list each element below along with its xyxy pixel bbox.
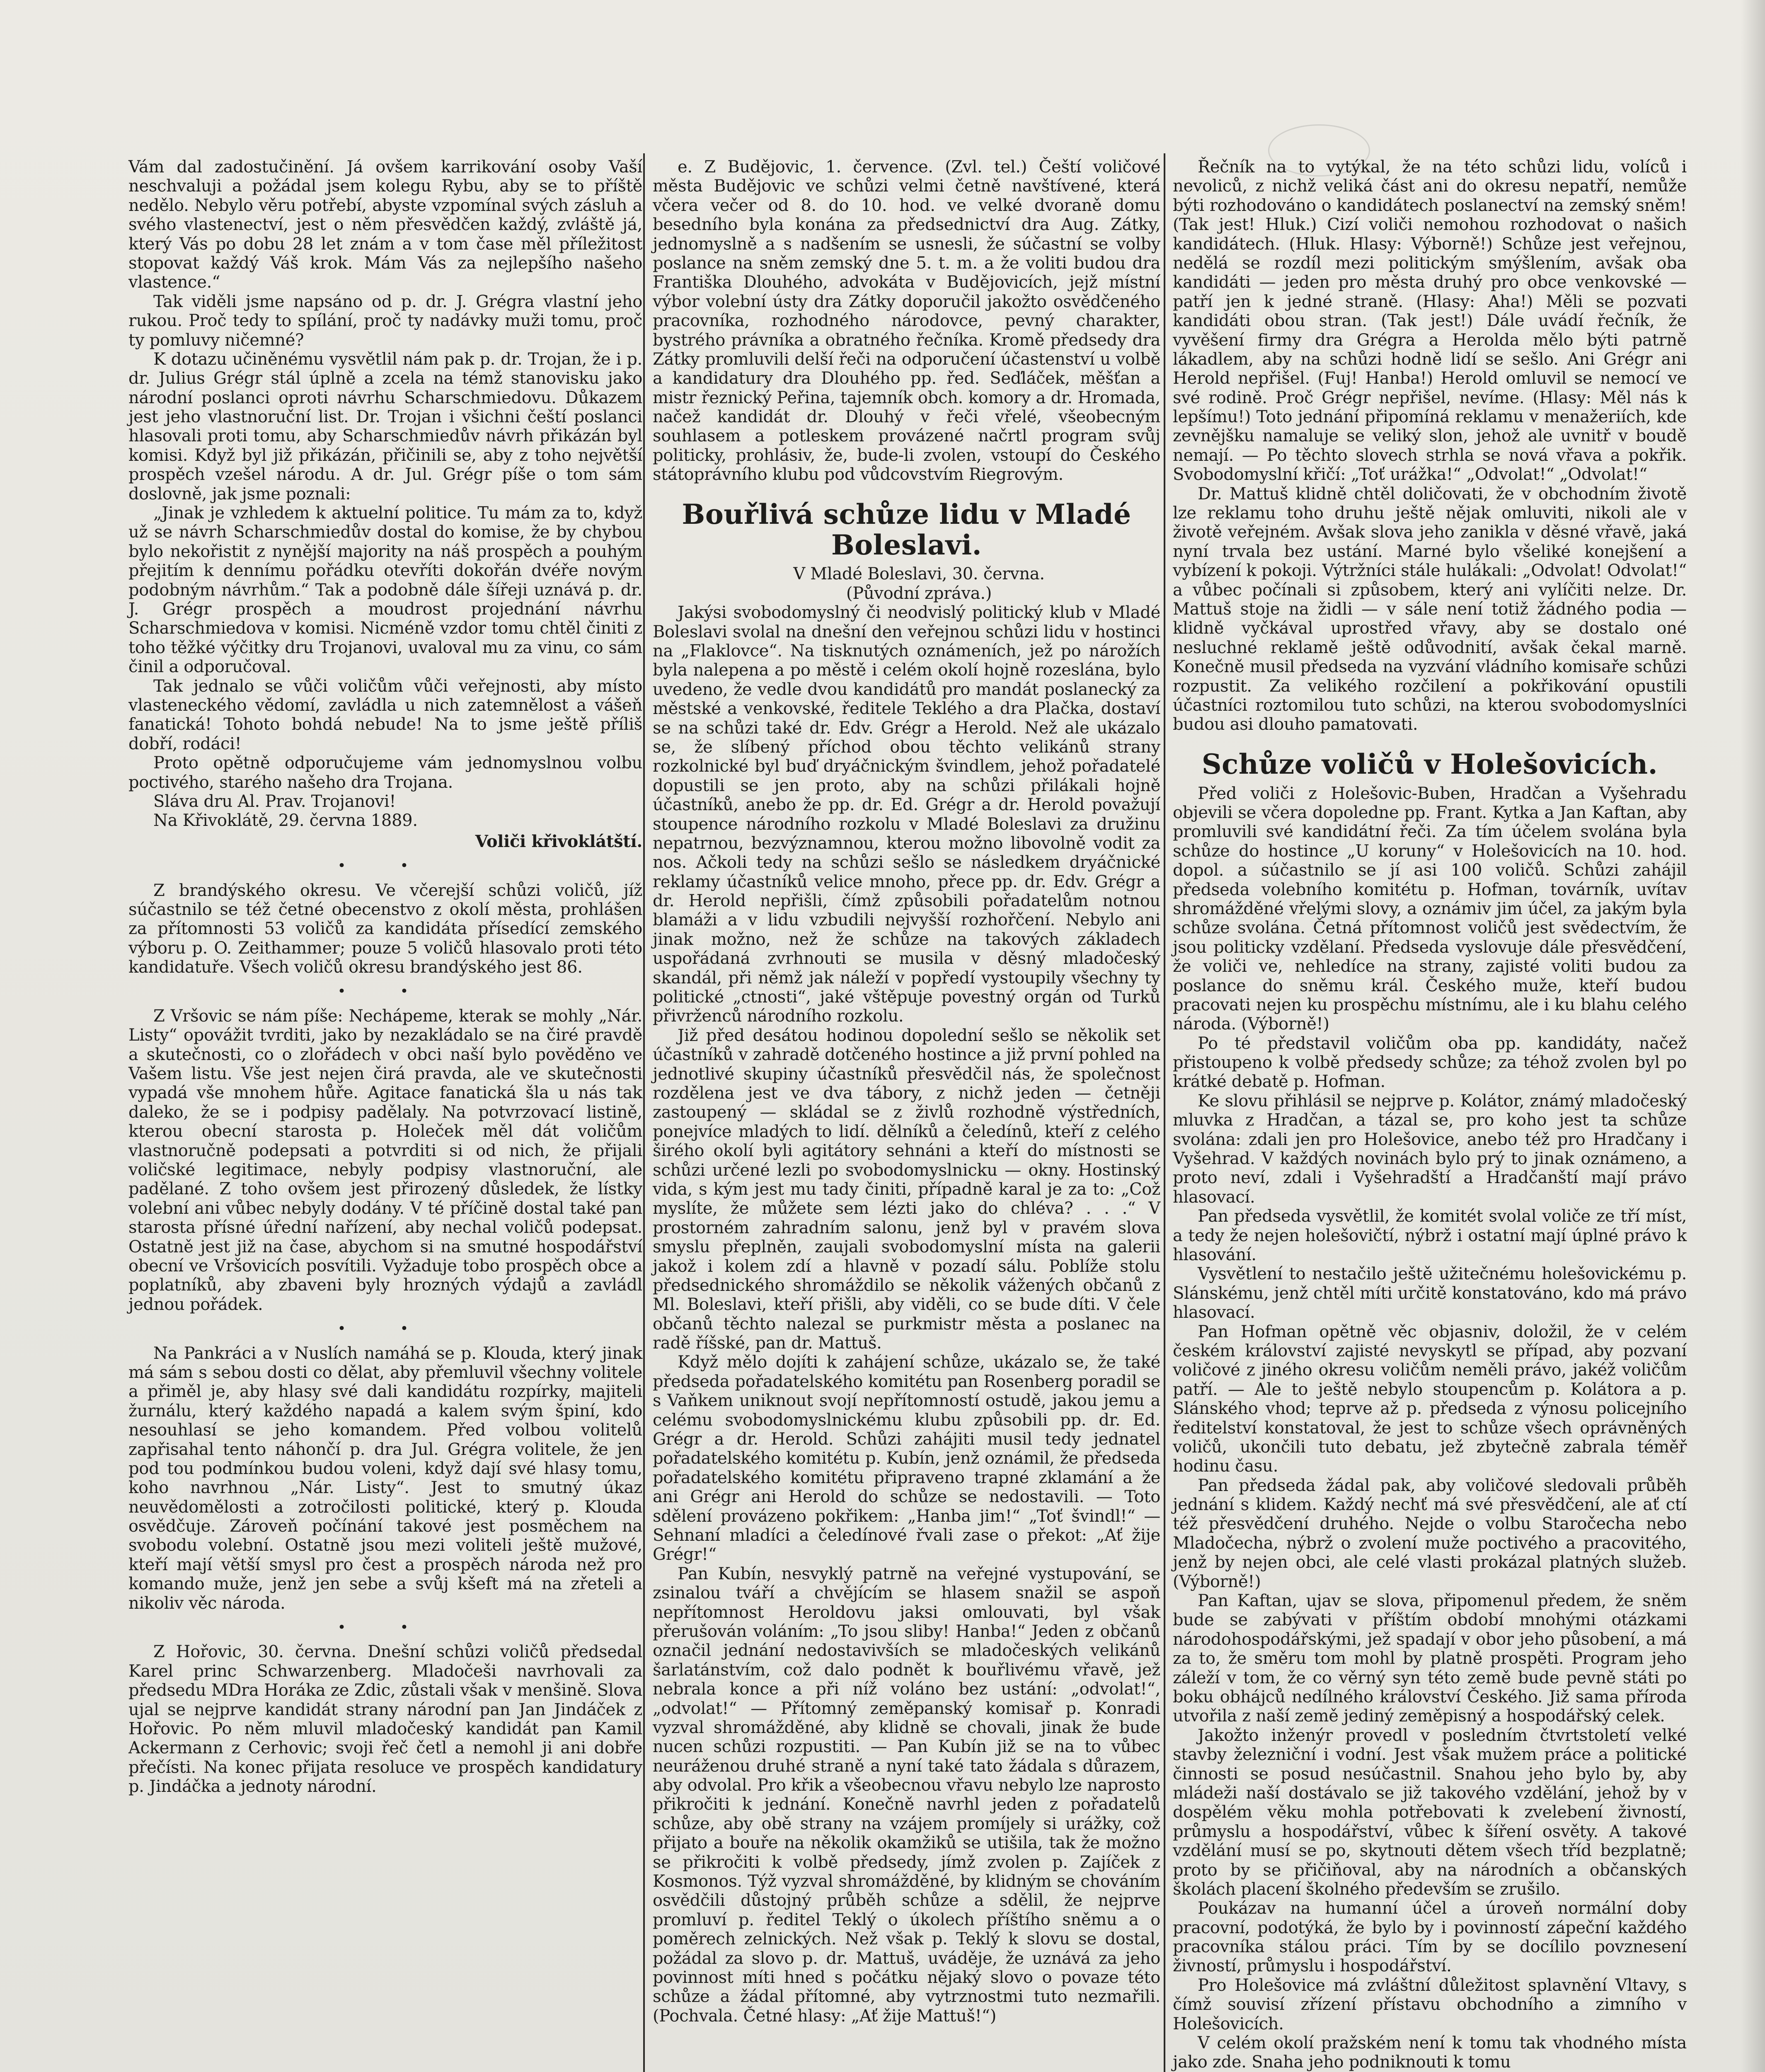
paragraph: Pan předseda žádal pak, aby voličové sledovali průběh jednání s klidem. Každý nechť má své přesvědčení, ale ať ctí též přesvědčení druhého. Nejde o volbu Staročecha nebo Mladočecha, nýbrž o zvolení muže poctivého a pracovitého, jenž by nejen obci, ale celé vlasti prokázal platných služeb. (Výborně!) — [1173, 1476, 1687, 1591]
paragraph: Pan Hofman opětně věc objasniv, doložil, že v celém českém království zajisté nevyskytl se případ, aby pozvaní voličové z jiného okresu voličům neměli právo, jakéž voličům patří. — Ale to ještě nebylo stoupencům p. Kolátora a p. Slánského vhod; teprve až p. předseda z výnosu policejního ředitelství konstatoval, že jest to schůze všech oprávněných voličů, ukončili tuto debatu, jež zbytečně zabrala téměř hodinu času. — [1173, 1322, 1687, 1476]
paragraph: Jakožto inženýr provedl v posledním čtvrtstoletí velké stavby železniční i vodní. Jest však mužem práce a politické činnosti se posud nesúčastnil. Snahou jeho bylo by, aby mládeži naší dostávalo se již takového vzdělání, jehož by v dospělém věku mohla potřebovati k zvelebení živností, průmyslu a hospodářství, vůbec k šíření osvěty. A takové vzdělání musí se po, skytnouti dětem všech tříd bezplatně; proto by se přičiňoval, aby na národních a občanských školách placení školného především se zrušilo. — [1173, 1726, 1687, 1899]
paragraph: K dotazu učiněnému vysvětlil nám pak p. dr. Trojan, že i p. dr. Julius Grégr stál úplně a zcela na témž stanovisku jako národní poslanci oproti návrhu Scharschmiedovu. Důkazem jest jeho vlastnoruční list. Dr. Trojan i všichni čeští poslanci hlasovali proti tomu, aby Scharschmiedův návrh přikázán byl komisi. Když byl již přikázán, přičinili se, aby z toho největší prospěch vzešel národu. A dr. Jul. Grégr píše o tom sám doslovně, jak jsme poznali: — [128, 349, 642, 503]
signature-line: Voliči křivoklátští. — [475, 831, 642, 851]
paragraph: Pan předseda vysvětlil, že komitét svolal voliče ze tří míst, a tedy že nejen holešovičtí, nýbrž i ostatní mají úplné právo k hlasování. — [1173, 1207, 1687, 1264]
source-note: (Původní zpráva.) — [846, 583, 992, 603]
paragraph: Jakýsi svobodomyslný či neodvislý politický klub v Mladé Boleslavi svolal na dnešní den veřejnou schůzi lidu v hostinci na „Flaklovce“. Na tisknutých oznámeních, jež po nárožích byla nalepena a po městě i celém okolí hojně rozeslána, bylo uvedeno, že vedle dvou kandidátů pro mandát poslanecký za městské a venkovské, ředitele Teklého a dra Plačka, dostaví se na schůzi také dr. Edv. Grégr a Herold. Než ale ukázalo se, že slíbený příchod obou těchto velikánů strany rozkolnické byl buď dryáčnickým švindlem, jehož pořadatelé dopustili se jen proto, aby na schůzi přilákali hojně účastníků, anebo že pp. dr. Ed. Grégr a dr. Herold považují stoupence národního rozkolu v Mladé Boleslavi za družinu nepatrnou, bezvýznamnou, kterou možno libovolně vodit za nos. Ačkoli tedy na schůzi sešlo se následkem dryáčnické reklamy účastníků velice mnoho, přece pp. dr. Edv. Grégr a dr. Herold nepřišli, čímž způsobili pořadatelům notnou blamáži a v lidu vzbudili nejvyšší rozhořčení. Nebylo ani jinak možno, než že schůze na takových základech uspořádaná zvrhnouti se musila v děsný mladočeský skandál, při němž jak náleží v popředí vystoupily všechny ty politické „ctnosti“, jaké vštěpuje povestný orgán od Turků přivrženců národního rozkolu. — [653, 603, 1160, 1026]
news-item: Na Pankráci a v Nuslích namáhá se p. Klouda, který jinak má sám s sebou dosti co dělat, aby přemluvil všechny volitele a přiměl je, aby hlasy své dali kandidátu rozpírky, majiteli žurnálu, který každého napadá a kalem svým špiní, kdo nesouhlasí se jeho komandem. Před volbou volitelů zapřisahal tento náhončí p. dra Jul. Grégra volitele, že jen pod tou podmínkou budou voleni, když dají své hlasy tomu, koho navrhnou „Nár. Listy“. Jest to smutný úkaz neuvědomělosti a zotročilosti politické, který p. Klouda osvědčuje. Zároveň počínání takové jest posměchem na svobodu volební. Ostatně jsou mezi voliteli ještě mužové, kteří mají větší smysl pro čest a prospěch národa než pro komando muže, jenž jen sebe a svůj kšeft má na zřeteli a nikoliv věc národa. — [128, 1343, 642, 1613]
paragraph: Řečník na to vytýkal, že na této schůzi lidu, volíců i nevoliců, z nichž veliká část ani do okresu nepatří, nemůže býti rozhodováno o kandidátech poslanectví na zemský sněm! (Tak jest! Hluk.) Cizí voliči nemohou rozhodovat o našich kandidátech. (Hluk. Hlasy: Výborně!) Schůze jest veřejnou, nedělá se rozdíl mezi politickým smýšlením, avšak oba kandidáti — jeden pro města druhý pro obce venkovské — patří jen k jedné straně. (Hlasy: Aha!) Měli se pozvati kandidáti obou stran. (Tak jest!) Dále uvádí řečník, že vyvěšení firmy dra Grégra a Herolda mělo býti patrně lákadlem, aby na schůzi hodně lidí se sešlo. Ani Grégr ani Herold nepřišel. (Fuj! Hanba!) Herold omluvil se nemocí ve své rodině. Proč Grégr nepřišel, nevíme. (Hlasy: Měl nás k lepšímu!) Toto jednání připomíná reklamu v menažeriích, kde zevnějšku namaluje se veliký slon, jehož ale uvnitř v boudě nemají. — Po těchto slovech strhla se nová vřava a pokřik. Svobodomyslní křičí: „Toť urážka!“ „Odvolat!“ „Odvolat!“ — [1173, 157, 1687, 484]
paragraph: Dr. Mattuš klidně chtěl doličovati, že v obchodním životě lze reklamu toho druhu ještě nějak omluviti, nikoli ale v životě veřejném. Avšak slova jeho zanikla v děsné vřavě, jaká nyní trvala bez ustání. Marné bylo všeliké konejšení a vybízení k pokoji. Výtržníci stále hulákali: „Odvolat! Odvolat!“ a vůbec počínali si způsobem, který ani vylíčiti nelze. Dr. Mattuš stoje na židli — v sále není totiž žádného podia — klidně vyčkával uprostřed vřavy, aby se dostalo oné nesluchné reklamě ještě odůvodnití, avšak čekal marně. Konečně musil předseda na vyzvání vládního komisaře schůzi rozpustit. Za velikého rozčilení a pokřikování opustili účastníci roztomilou tuto schůzi, na kterou svobodomyslníci budou asi dlouho pamatovati. — [1173, 484, 1687, 734]
paragraph: Tak viděli jsme napsáno od p. dr. J. Grégra vlastní jeho rukou. Proč tedy to spílání, proč ty nadávky muži tomu, proč ty pomluvy ničemné? — [128, 292, 642, 350]
section-divider: • • — [337, 1619, 433, 1636]
paragraph: Po té představil voličům oba pp. kandidáty, načež přistoupeno k volbě předsedy schůze; za téhož zvolen byl po krátké debatě p. Hofman. — [1173, 1034, 1687, 1092]
article-heading: Bouřlivá schůze lidu v Mladé Boleslavi. — [682, 498, 1131, 561]
paragraph: Pro Holešovice má zvláštní důležitost splavnění Vltavy, s čímž souvisí zřízení přístavu obchodního a zimního v Holešovicích. — [1173, 1975, 1687, 2033]
section-divider: • • — [337, 857, 433, 874]
paragraph: Již před desátou hodinou dopolední sešlo se několik set účastníků v zahradě dotčeného hostince a již první pohled na jednotlivé skupiny účastníků přesvědčil nás, že společnost rozdělena jest ve dva tábory, z nichž jeden — četněji zastoupený — skládal se z živlů rozhodně výstředních, ponejvíce mladých to lidí. dělníků a čeledínů, kteří z celého širého okolí byli agitátory sehnáni a kteří do místnosti se schůzi určené lezli po svobodomyslnicku — okny. Hostinský vida, s kým jest mu tady činiti, případně karal je za to: „Což myslíte, že můžete sem lézti jako do chléva? . . .“ V prostorném zahradním salonu, jenž byl v pravém slova smyslu přeplněn, zaujali svobodomyslní místa na galerii jakož i kolem zdí a hlavně v pozadí sálu. Poblíže stolu předsednického shromáždilo se několik vážených občanů z Ml. Boleslavi, kteří přišli, aby viděli, co se bude díti. V čele občanů těchto nalezal se purkmistr města a poslanec na radě říšské, pan dr. Mattuš. — [653, 1026, 1160, 1353]
section-divider: • • — [337, 983, 433, 1000]
paragraph: Ke slovu přihlásil se nejprve p. Kolátor, známý mladočeský mluvka z Hradčan, a tázal se, pro koho jest ta schůze svolána: zdali jen pro Holešovice, anebo též pro Hradčany i Vyšehrad. V každých novinách bylo prý to jinak oznámeno, a proto neví, zdali i Vyšehradští a Hradčanští mají právo hlasovací. — [1173, 1091, 1687, 1207]
dateline: V Mladé Boleslavi, 30. června. — [793, 564, 1045, 584]
column-rule — [1164, 153, 1165, 2072]
column-right — [1173, 157, 1687, 2072]
news-item: Z Hořovic, 30. června. Dnešní schůzi voličů předsedal Karel princ Schwarzenberg. Mladočeši navrhovali za předsedu MDra Horáka ze Zdic, zůstali však v menšině. Slova ujal se nejprve kandidát strany národní pan Jan Jindáček z Hořovic. Po něm mluvil mladočeský kandidát pan Kamil Ackermann z Cerhovic; svoji řeč četl a nemohl ji ani dobře přečísti. Na konec přijata resoluce ve prospěch kandidatury p. Jindáčka a jednoty národní. — [128, 1642, 642, 1796]
column-middle — [653, 157, 1160, 2026]
paragraph: Před voliči z Holešovic-Buben, Hradčan a Vyšehradu objevili se včera dopoledne pp. Frant. Kytka a Jan Kaftan, aby promluvili své kandidátní řeči. Za tím účelem svolána byla schůze do hostince „U koruny“ v Holešovicích na 10. hod. dopol. a súčastnilo se jí asi 100 voličů. Schůzi zahájil předseda volebního komitétu p. Hofman, továrník, uvítav shromážděné vřelými slovy, a oznámiv jim účel, za jakým byla schůze svolána. Četná přítomnost voličů jest svědectvím, že jsou politicky vzdělaní. Předseda vyslovuje dále přesvědčení, že voliči ve, nehledíce na strany, zajisté voliti budou za poslance do sněmu král. Českého muže, kteří budou pracovati nejen ku prospěchu místnímu, ale i ku blahu celého národa. (Výborně!) — [1173, 784, 1687, 1034]
paragraph: Sláva dru Al. Prav. Trojanovi! — [153, 792, 396, 811]
paragraph: Poukázav na humanní účel a úroveň normální doby pracovní, podotýká, že bylo by i povinností zápeční každého pracovníka stálou práci. Tím by se docílilo povznesení živností, průmyslu i hospodářství. — [1173, 1899, 1687, 1976]
news-item: Z Vršovic se nám píše: Nechápeme, kterak se mohly „Nár. Listy“ opovážit tvrditi, jako by nezakládalo se na čiré pravdě a skutečnosti, co o zlořádech v obci naší bylo pověděno ve Vašem listu. Vše jest nejen čirá pravda, ale ve skutečnosti vypadá vše mnohem hůře. Agitace fanatická šla u nás tak daleko, že se i podpisy padělaly. Na potvrzovací listině, kterou obecní starosta p. Holeček měl dát voličům vlastnoručně podepsati a potvrditi si od nich, že přijali voličské legitimace, nebyly podpisy vlastnoruční, ale padělané. Z toho ovšem jest přirozený důsledek, že lístky volební ani vůbec nebyly dodány. V té příčině dostal také pan starosta přísné úřední nařízení, aby nechal voličů podepsat. Ostatně jest již na čase, abychom si na smutné hospodářství obecní ve Vršovicích posvítili. Vyžaduje tobo prospěch obce a poplatníků, aby zbaveni byly hrozných výdajů a zavládl jednou pořádek. — [128, 1006, 642, 1314]
paragraph: Vysvětlení to nestačilo ještě užitečnému holešovickému p. Slánskému, jenž chtěl míti určitě konstatováno, kdo má právo hlasovací. — [1173, 1264, 1687, 1322]
paragraph: Proto opětně odporučujeme vám jednomyslnou volbu poctivého, starého našeho dra Trojana. — [128, 753, 642, 792]
column-left — [128, 157, 642, 1796]
paragraph: Tak jednalo se vůči voličům vůči veřejnosti, aby místo vlasteneckého vědomí, zavládla u nich zatemnělost a vášeň fanatická! Tohoto bohdá nebude! Na to jsme ještě příliš dobří, rodáci! — [128, 676, 642, 753]
paragraph: Když mělo dojíti k zahájení schůze, ukázalo se, že také předseda pořadatelského komitétu pan Rosenberg poradil se s Vaňkem uniknout svojí nepřítomností ostudě, jakou jemu a celému svobodomyslnickému klubu způsobili pp. dr. Ed. Grégr a dr. Herold. Schůzi zahájiti musil tedy jednatel pořadatelského komitétu p. Kubín, jenž oznámil, že předseda pořadatelského komitétu připraveno trapné zklamání a že ani Grégr ani Herold do schůze se nedostavili. — Toto sdělení provázeno pokřikem: „Hanba jim!“ „Toť švindl!“ — Sehnaní mladíci a čeledínové řvali zase o překot: „Ať žije Grégr!“ — [653, 1353, 1160, 1564]
column-rule — [643, 153, 645, 2072]
paragraph: Pan Kaftan, ujav se slova, připomenul předem, že sněm bude se zabývati v příštím období mnohými otázkami národohospodářskými, jež spadají v obor jeho působení, a má za to, že směru tom mohl by platně prospěti. Program jeho záleží v tom, že co věrný syn této země bude pevně státi po boku obhájců nedílného království Českého. Již sama příroda utvořila z naší země jediný zeměpisný a hospodářský celek. — [1173, 1591, 1687, 1726]
news-item: Z brandýského okresu. Ve včerejší schůzi voličů, jíž súčastnilo se též četné obecenstvo z okolí města, prohlášen za přítomnosti 53 voličů za kandidáta přísedící zemského výboru p. O. Zeithammer; pouze 5 voličů hlasovalo proti této kandidatuře. Všech voličů okresu brandýského jest 86. — [128, 881, 642, 977]
paragraph: Pan Kubín, nesvyklý patrně na veřejné vystupování, se zsinalou tváří a chvějícím se hlasem snažil se aspoň nepřítomnost Heroldovu jaksi omlouvati, byl však přerušován voláním: „To jsou sliby! Hanba!“ Jeden z občanů označil jednání nedostavivších se mladočeských velikánů šarlatánstvím, což dalo podnět k bouřlivému vřavě, jež nebrala konce a při níž voláno bez ustání: „odvolat!“, „odvolat!“ — Přítomný zeměpanský komisař p. Konradi vyzval shromážděné, aby klidně se chovali, jinak že bude nucen schůzi rozpustiti. — Pan Kubín již se na to vůbec neuráženou druhé straně a nyní také tato žádala s důrazem, aby odvolal. Pro křik a všeobecnou vřavu nebylo lze naprosto přikročiti k jednání. Konečně navrhl jeden z pořadatelů schůze, aby obě strany na vzájem promíjely si urážky, což přijato a bouře na několik okamžiků se utišila, tak že možno se přikročiti k volbě předsedy, jímž zvolen p. Zajíček z Kosmonos. Týž vyzval shromážděné, by klidným se chováním osvědčili důstojný průběh schůze a sdělil, že nejprve promluví p. ředitel Teklý o úkolech příštího sněmu a o poměrech zelnických. Než však p. Teklý k slovu se dostal, požádal za slovo p. dr. Mattuš, uváděje, že uznává za jeho povinnost míti hned s počátku nějaký slovo o povaze této schůze a žádal přítomné, aby vytrznostmi tuto nezmařili. (Pochvala. Četné hlasy: „Ať žije Mattuš!“) — [653, 1564, 1160, 2026]
paragraph: V celém okolí pražském není k tomu tak vhodného místa jako zde. Snaha jeho podniknouti k tomu — [1173, 2033, 1687, 2072]
news-item: e. Z Budějovic, 1. července. (Zvl. tel.) Čeští voličové města Budějovic ve schůzi velmi četně navštívené, která včera večer od 8. do 10. hod. ve velké dvoraně domu besedního byla konána za předsednictví dra Aug. Zátky, jednomyslně a s nadšením se usnesli, že súčastní se volby poslance na sněm zemský dne 5. t. m. a že voliti budou dra Františka Dlouhého, advokáta v Budějovicích, jejž místní výbor volební ústy dra Zátky doporučil jakožto osvědčeného pracovníka, rozhodného národovce, pevný charakter, bystrého právníka a obratného řečníka. Kromě předsedy dra Zátky promluvili delší řeči na odporučení účastenství u volbě a kandidatury dra Dlouhého pp. řed. Seďláček, měšťan a mistr řeznický Peřina, tajemník obch. komory a dr. Hromada, načež kandidát dr. Dlouhý v řeči vřelé, všeobecným souhlasem a potleskem provázené načrtl program svůj politicky, prohlásiv, že, bude-li zvolen, vstoupí do Českého státoprávního klubu pod vůdcovstvím Riegrovým. — [653, 157, 1160, 484]
article-heading: Schůze voličů v Holešovicích. — [1201, 748, 1658, 780]
paragraph: Na Křivoklátě, 29. června 1889. — [153, 811, 418, 830]
paragraph: „Jinak je vzhledem k aktuelní politice. Tu mám za to, když už se návrh Scharschmiedův dostal do komise, že by chybou bylo nekořistit z nynější majority na náš prospěch a pouhým přejitím k dennímu pořádku otevříti dokořán dvéře novým podobným návrhům.“ Tak a podobně dále šířeji uznává p. dr. J. Grégr prospěch a moudrost projednání návrhu Scharschmiedova v komisi. Nicméně vzdor tomu chtěl činiti z toho těžké výčitky dru Trojanovi, uvaloval mu za vinu, co sám činil a odporučoval. — [128, 503, 642, 677]
paragraph: Vám dal zadostučinění. Já ovšem karrikování osoby Vaší neschvaluji a požádal jsem kolegu Rybu, aby se to příště nedělo. Nebylo věru potřebí, abyste vzpomínal svých zásluh a svého vlastenectví, jest o něm přesvědčen každý, zvláště já, který Vás po dobu 28 let znám a v tom čase měl příležitost stopovat každý Váš krok. Mám Vás za nejlepšího našeho vlastence.“ — [128, 157, 642, 292]
section-divider: • • — [337, 1320, 433, 1337]
page-binding-shadow — [1741, 0, 1765, 2072]
